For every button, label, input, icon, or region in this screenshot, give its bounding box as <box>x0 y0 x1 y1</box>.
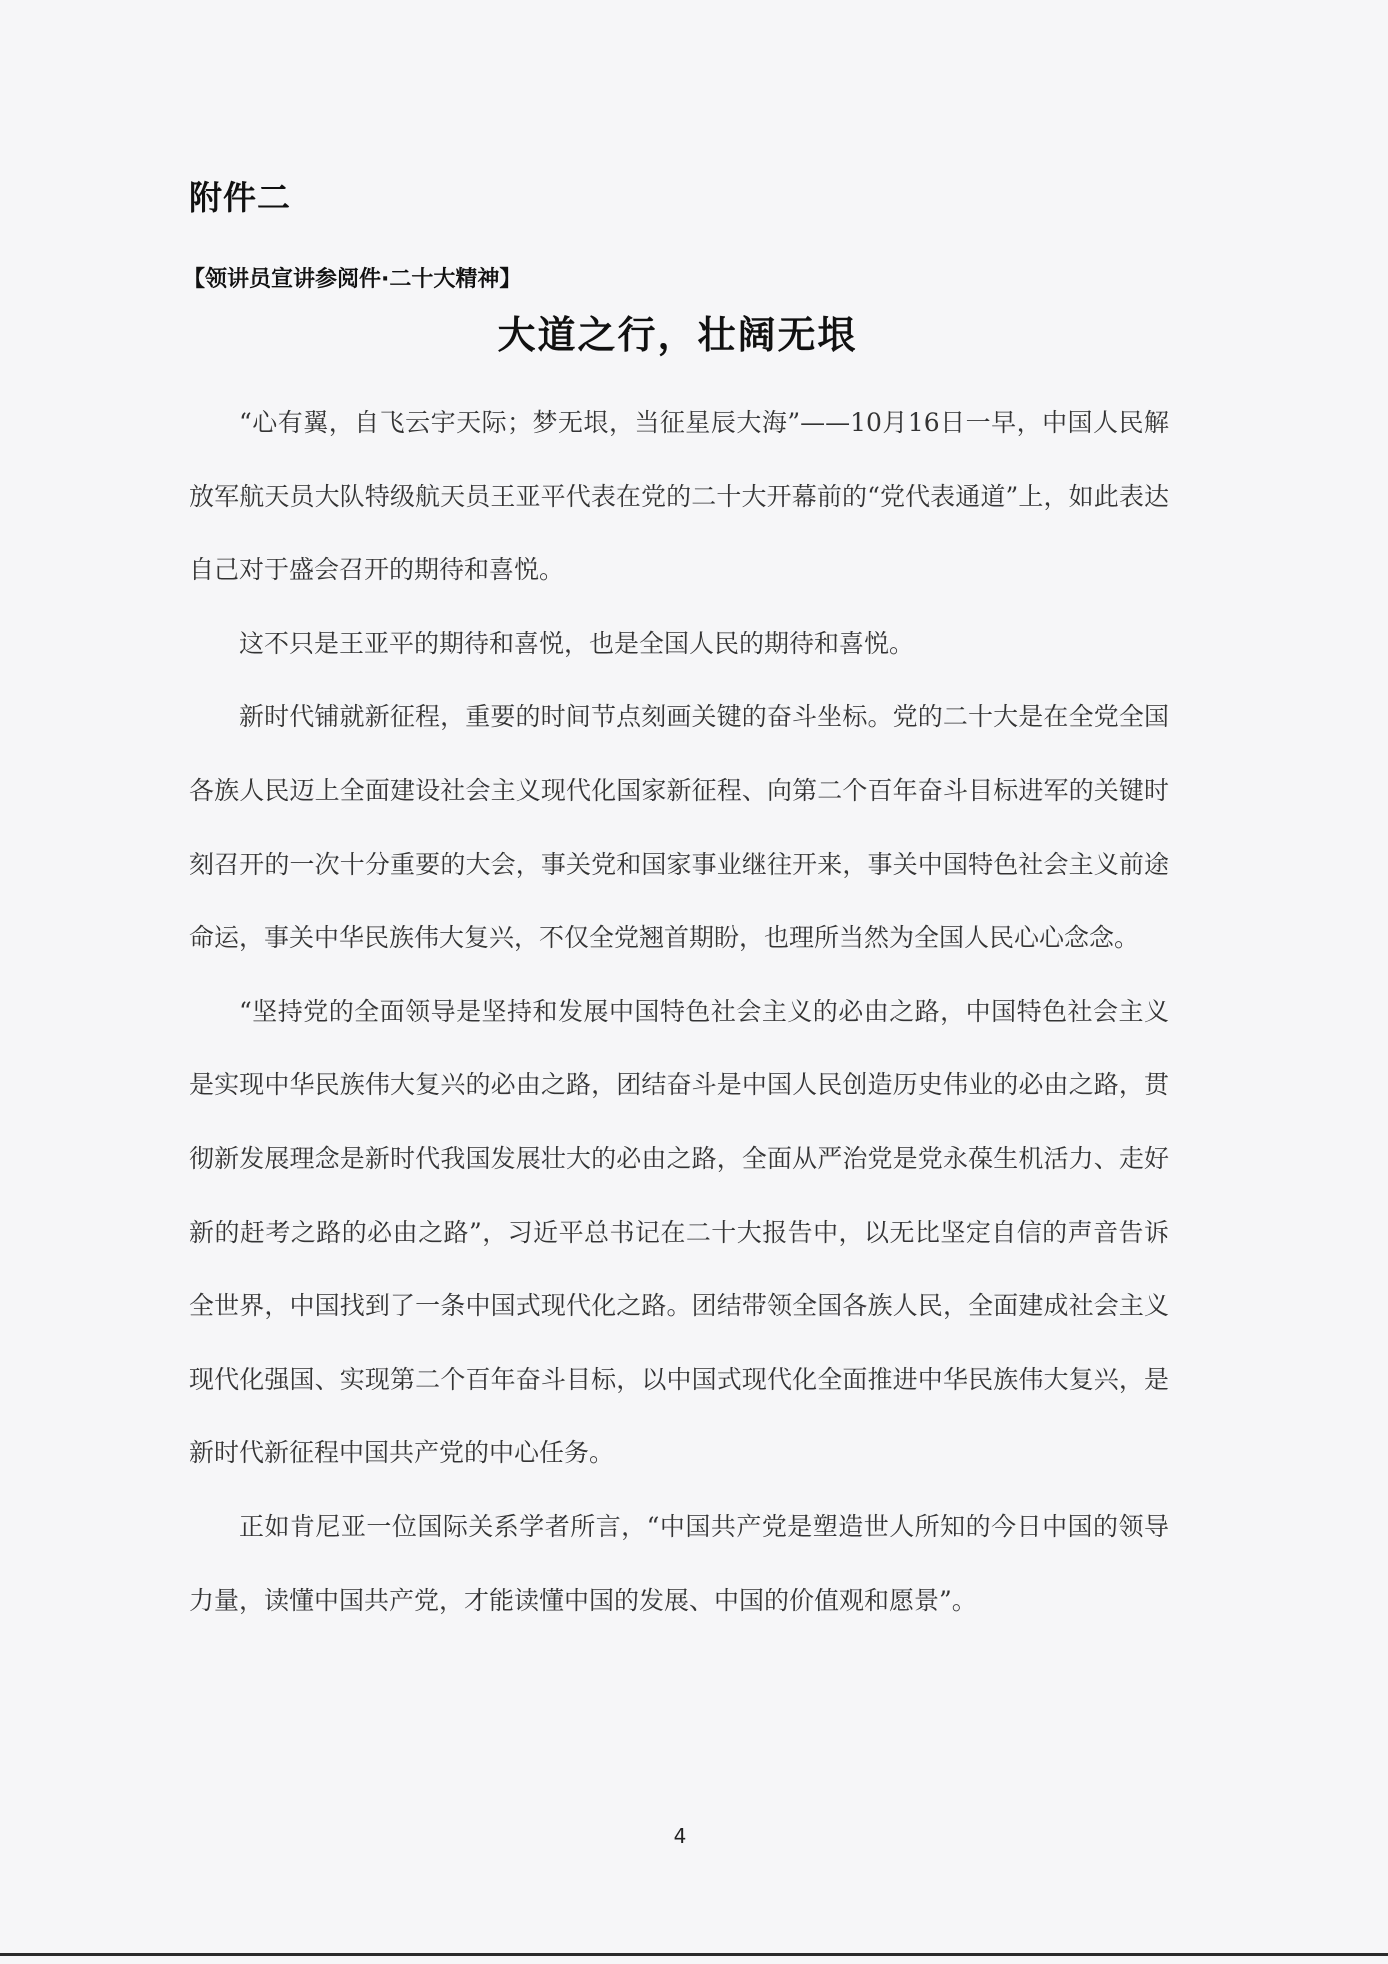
document-body <box>189 386 1169 1637</box>
document-subtitle: 【领讲员宣讲参阅件·二十大精神】 <box>183 267 522 292</box>
paragraph: “坚持党的全面领导是坚持和发展中国特色社会主义的必由之路，中国特色社会主义是实现中华民族伟大复兴的必由之路，团结奋斗是中国人民创造历史伟业的必由之路，贯彻新发展理念是新时代我国发展壮大的必由之路，全面从严治党是党永葆生机活力、走好新的赶考之路的必由之路”，习近平总书记在二十大报告中，以无比坚定自信的声音告诉全世界，中国找到了一条中国式现代化之路。团结带领全国各族人民，全面建成社会主义现代化强国、实现第二个百年奋斗目标，以中国式现代化全面推进中华民族伟大复兴，是新时代新征程中国共产党的中心任务。 <box>189 996 1169 1468</box>
document-headline: 大道之行，壮阔无垠 <box>497 313 858 357</box>
scan-edge-divider <box>0 1953 1388 1956</box>
paragraph: 这不只是王亚平的期待和喜悦，也是全国人民的期待和喜悦。 <box>239 628 915 658</box>
attachment-label: 附件二 <box>189 178 291 217</box>
paragraph: “心有翼，自飞云宇天际；梦无垠，当征星辰大海”——10月16日一早，中国人民解放军航天员大队特级航天员王亚平代表在党的二十大开幕前的“党代表通道”上，如此表达自己对于盛会召开的期待和喜悦。 <box>189 408 1169 585</box>
page-number: 4 <box>673 1824 687 1848</box>
paragraph: 正如肯尼亚一位国际关系学者所言，“中国共产党是塑造世人所知的今日中国的领导力量，读懂中国共产党，才能读懂中国的发展、中国的价值观和愿景”。 <box>189 1511 1169 1615</box>
paragraph: 新时代铺就新征程，重要的时间节点刻画关键的奋斗坐标。党的二十大是在全党全国各族人民迈上全面建设社会主义现代化国家新征程、向第二个百年奋斗目标进军的关键时刻召开的一次十分重要的大会，事关党和国家事业继往开来，事关中国特色社会主义前途命运，事关中华民族伟大复兴，不仅全党翘首期盼，也理所当然为全国人民心心念念。 <box>189 702 1169 953</box>
